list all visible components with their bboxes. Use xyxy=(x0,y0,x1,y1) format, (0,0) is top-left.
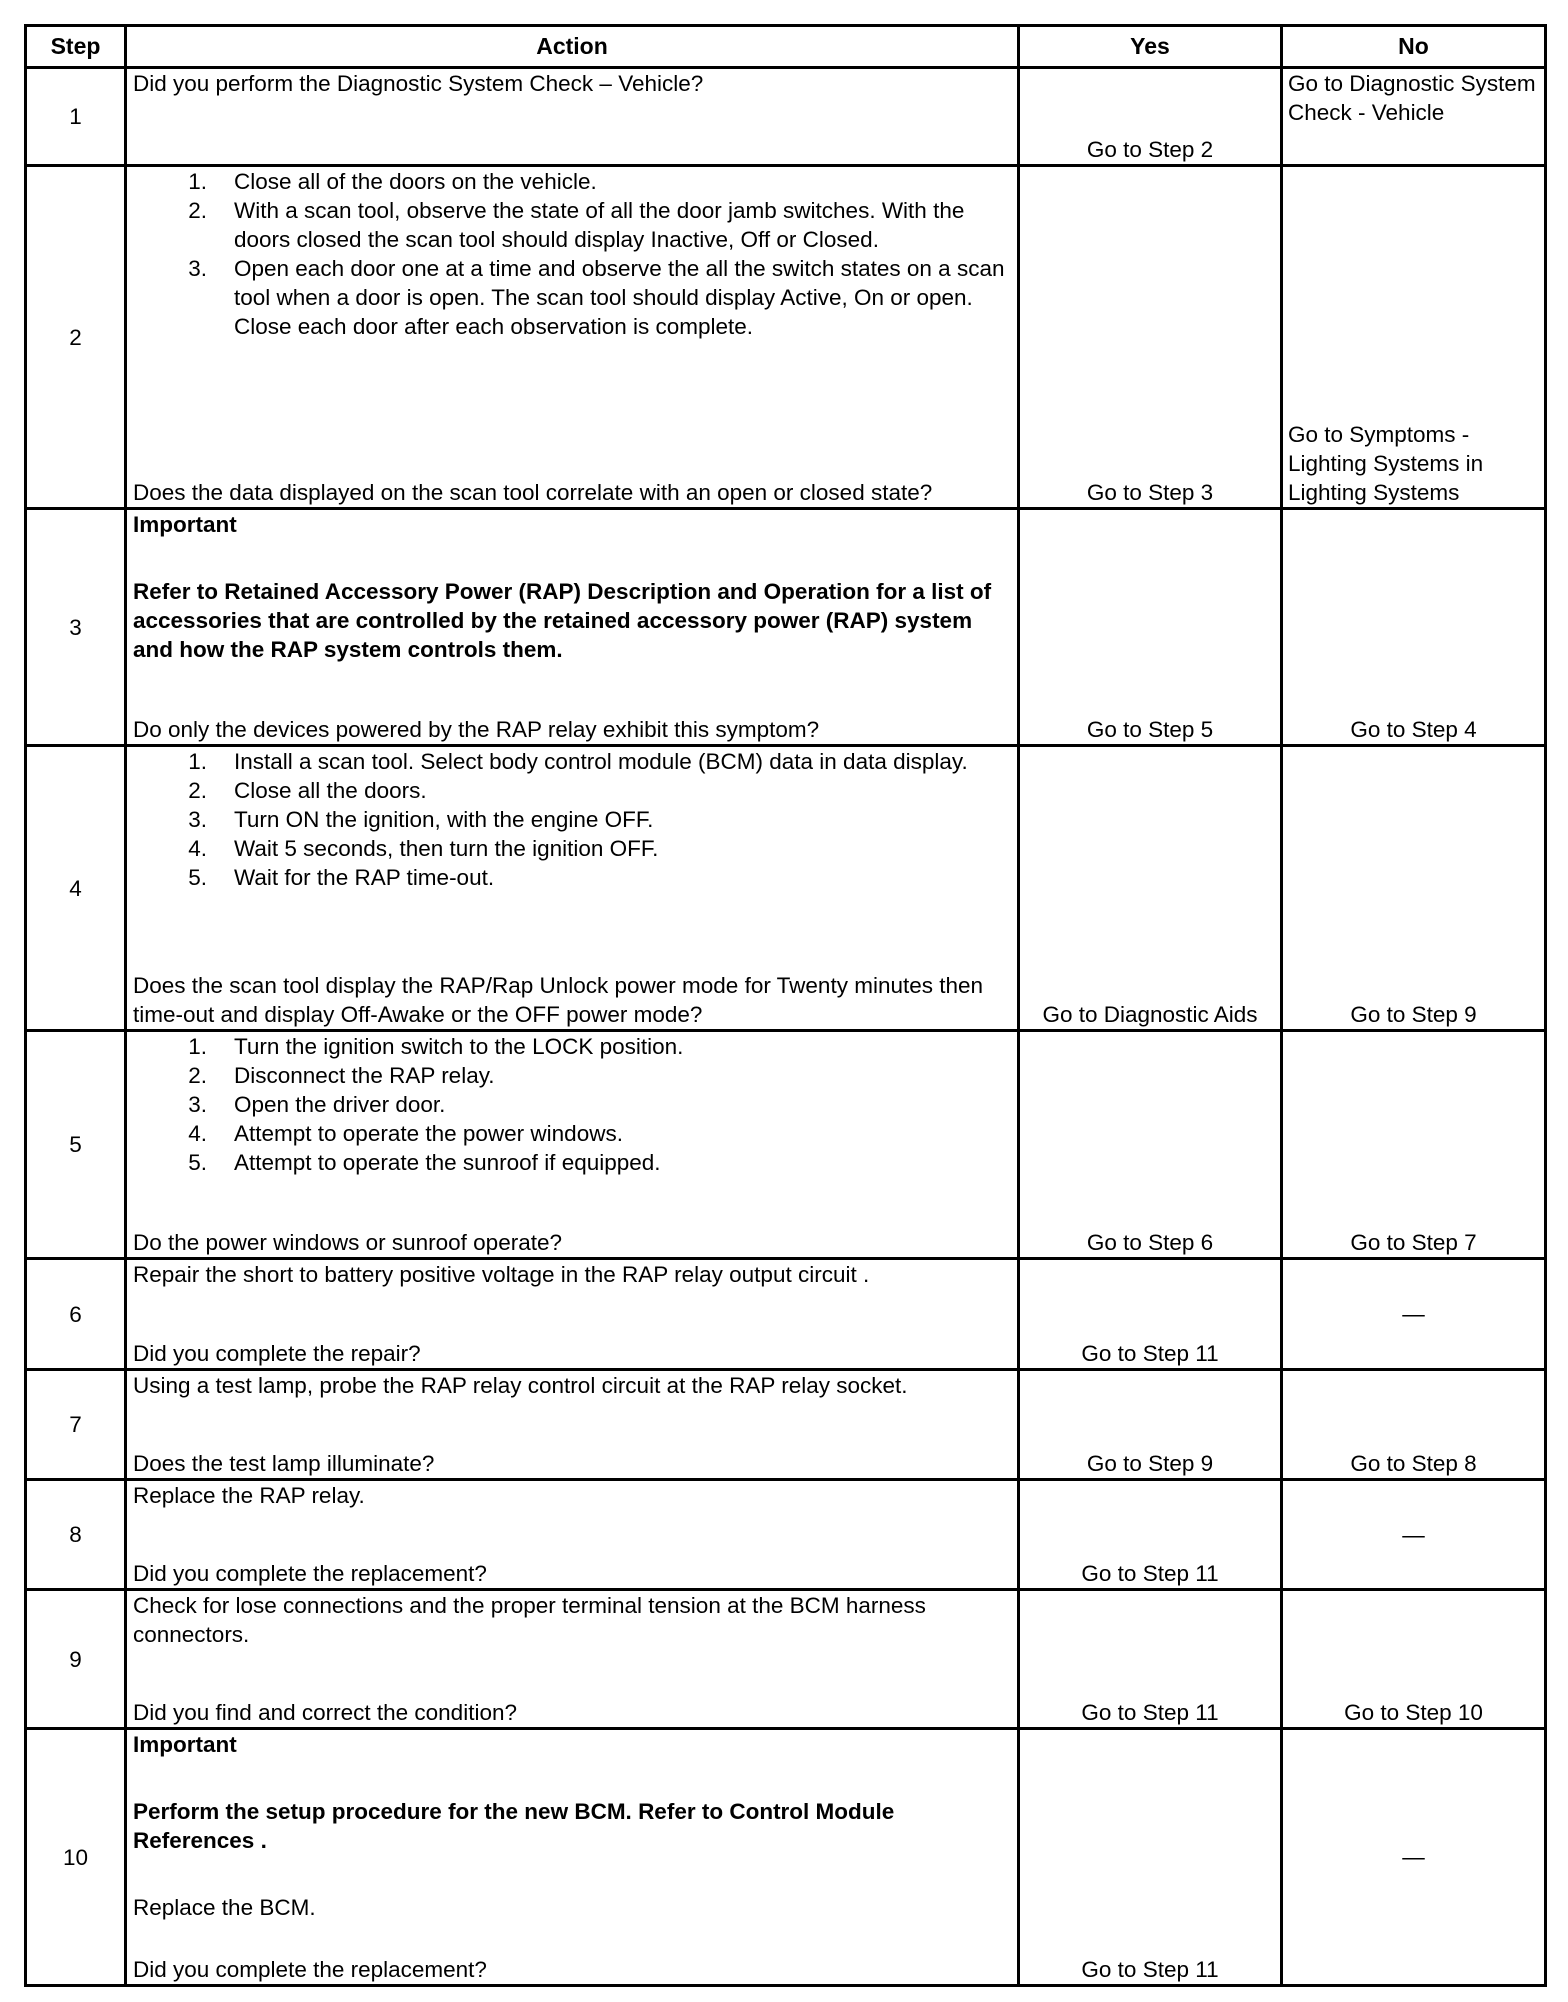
yes-cell xyxy=(1019,1259,1282,1370)
question-text: Does the scan tool display the RAP/Rap Unlock power mode for Twenty minutes then time-out and display Off-Awake or the OFF power mode? xyxy=(133,973,984,1027)
yes-link[interactable]: Go to Step 6 xyxy=(1086,1230,1214,1255)
no-link[interactable]: Go to Diagnostic System Check - Vehicle xyxy=(1288,71,1536,125)
table-row xyxy=(26,1370,1546,1480)
question-text: Did you complete the replacement? xyxy=(133,1561,487,1586)
action-cell xyxy=(126,1370,1019,1480)
no-link[interactable]: Go to Step 8 xyxy=(1350,1451,1477,1476)
action-cell xyxy=(126,68,1019,166)
question-text: Do only the devices powered by the RAP relay exhibit this symptom? xyxy=(133,717,820,742)
header-yes: Yes xyxy=(1019,26,1282,68)
question-text: Do the power windows or sunroof operate? xyxy=(133,1230,562,1255)
diagnostic-table xyxy=(24,24,1547,1987)
action-cell xyxy=(126,746,1019,1031)
yes-cell xyxy=(1019,1031,1282,1259)
yes-link[interactable]: Go to Step 2 xyxy=(1086,137,1214,162)
no-link[interactable]: Go to Symptoms - Lighting Systems in Lighting Systems xyxy=(1288,422,1484,505)
yes-link[interactable]: Go to Step 11 xyxy=(1081,1341,1219,1366)
table-row xyxy=(26,68,1546,166)
question-text: Does the data displayed on the scan tool correlate with an open or closed state? xyxy=(133,480,933,505)
no-dash: — xyxy=(1402,1844,1425,1870)
step-number: 10 xyxy=(26,1729,126,1986)
yes-link[interactable]: Go to Diagnostic Aids xyxy=(1042,1002,1258,1027)
step-number: 7 xyxy=(26,1370,126,1480)
list-item: 2. With a scan tool, observe the state of all the door jamb switches. With the doors closed the scan tool should display Inactive, Off or Closed. xyxy=(188,198,965,252)
procedure-list xyxy=(133,1032,1009,1177)
no-cell xyxy=(1282,1590,1546,1729)
table-row xyxy=(26,1729,1546,1986)
step-number: 3 xyxy=(26,509,126,746)
header-no: No xyxy=(1282,26,1546,68)
action-cell xyxy=(126,1259,1019,1370)
yes-link[interactable]: Go to Step 11 xyxy=(1081,1957,1219,1982)
important-label: Important xyxy=(133,1732,237,1757)
step-number: 8 xyxy=(26,1480,126,1590)
yes-link[interactable]: Go to Step 9 xyxy=(1086,1451,1214,1476)
important-text: Refer to Retained Accessory Power (RAP) Description and Operation for a list of accessories that are controlled by the retained accessory power (RAP) system and how the RAP system controls them. xyxy=(133,579,992,662)
list-item: 1. Turn the ignition switch to the LOCK position. xyxy=(188,1034,684,1059)
step-number: 5 xyxy=(26,1031,126,1259)
procedure-list xyxy=(133,747,1009,892)
step-number: 4 xyxy=(26,746,126,1031)
list-item: 3. Open each door one at a time and observe the all the switch states on a scan tool when a door is open. The scan tool should display Active, On or open. Close each door after each observation is complete. xyxy=(188,256,1005,339)
procedure-list xyxy=(133,167,1009,341)
no-link[interactable]: Go to Step 10 xyxy=(1344,1700,1483,1725)
table-row xyxy=(26,166,1546,509)
no-cell xyxy=(1282,1370,1546,1480)
yes-cell xyxy=(1019,1590,1282,1729)
yes-link[interactable]: Go to Step 3 xyxy=(1086,480,1214,505)
list-item: 1. Install a scan tool. Select body control module (BCM) data in data display. xyxy=(188,749,968,774)
yes-cell xyxy=(1019,1370,1282,1480)
no-dash: — xyxy=(1402,1301,1425,1327)
yes-cell xyxy=(1019,746,1282,1031)
header-action: Action xyxy=(126,26,1019,68)
action-cell xyxy=(126,1590,1019,1729)
yes-cell xyxy=(1019,68,1282,166)
yes-link[interactable]: Go to Step 5 xyxy=(1086,717,1214,742)
step-number: 6 xyxy=(26,1259,126,1370)
table-row xyxy=(26,1031,1546,1259)
header-row xyxy=(26,26,1546,68)
action-cell xyxy=(126,1031,1019,1259)
yes-link[interactable]: Go to Step 11 xyxy=(1081,1700,1219,1725)
list-item: 5. Wait for the RAP time-out. xyxy=(188,865,495,890)
table-row xyxy=(26,746,1546,1031)
yes-cell xyxy=(1019,166,1282,509)
no-dash: — xyxy=(1402,1522,1425,1547)
list-item: 4. Wait 5 seconds, then turn the ignition OFF. xyxy=(188,836,659,861)
table-row xyxy=(26,1590,1546,1729)
no-cell xyxy=(1282,68,1546,166)
yes-cell xyxy=(1019,509,1282,746)
action-cell xyxy=(126,509,1019,746)
action-cell xyxy=(126,1480,1019,1590)
question-text: Does the test lamp illuminate? xyxy=(133,1451,435,1476)
instruction-text: Using a test lamp, probe the RAP relay control circuit at the RAP relay socket. xyxy=(133,1373,908,1398)
table-row xyxy=(26,1259,1546,1370)
instruction-text: Replace the RAP relay. xyxy=(133,1483,365,1508)
no-cell xyxy=(1282,1480,1546,1590)
no-link[interactable]: Go to Step 9 xyxy=(1350,1002,1477,1027)
no-cell xyxy=(1282,1031,1546,1259)
list-item: 1. Close all of the doors on the vehicle. xyxy=(188,169,597,194)
no-cell xyxy=(1282,746,1546,1031)
important-label: Important xyxy=(133,512,237,537)
action-cell xyxy=(126,1729,1019,1986)
list-item: 2. Disconnect the RAP relay. xyxy=(188,1063,495,1088)
yes-cell xyxy=(1019,1480,1282,1590)
question-text: Did you complete the repair? xyxy=(133,1341,421,1366)
table-row xyxy=(26,1480,1546,1590)
table-row xyxy=(26,509,1546,746)
step-number: 1 xyxy=(26,68,126,166)
question-text: Did you perform the Diagnostic System Check – Vehicle? xyxy=(133,71,704,96)
list-item: 3. Open the driver door. xyxy=(188,1092,446,1117)
step-number: 2 xyxy=(26,166,126,509)
no-link[interactable]: Go to Step 7 xyxy=(1350,1230,1477,1255)
important-text: Perform the setup procedure for the new BCM. Refer to Control Module References . xyxy=(133,1799,895,1853)
instruction-text: Repair the short to battery positive voltage in the RAP relay output circuit . xyxy=(133,1262,870,1287)
yes-link[interactable]: Go to Step 11 xyxy=(1081,1561,1219,1586)
no-cell xyxy=(1282,1259,1546,1370)
yes-cell xyxy=(1019,1729,1282,1986)
list-item: 3. Turn ON the ignition, with the engine OFF. xyxy=(188,807,654,832)
instruction-text: Replace the BCM. xyxy=(133,1895,316,1920)
instruction-text: Check for lose connections and the proper terminal tension at the BCM harness connectors. xyxy=(133,1593,926,1647)
list-item: 2. Close all the doors. xyxy=(188,778,427,803)
header-step: Step xyxy=(26,26,126,68)
question-text: Did you complete the replacement? xyxy=(133,1957,487,1982)
no-cell xyxy=(1282,166,1546,509)
no-link[interactable]: Go to Step 4 xyxy=(1350,717,1477,742)
action-cell xyxy=(126,166,1019,509)
list-item: 5. Attempt to operate the sunroof if equipped. xyxy=(188,1150,661,1175)
list-item: 4. Attempt to operate the power windows. xyxy=(188,1121,623,1146)
no-cell xyxy=(1282,1729,1546,1986)
question-text: Did you find and correct the condition? xyxy=(133,1700,517,1725)
no-cell xyxy=(1282,509,1546,746)
step-number: 9 xyxy=(26,1590,126,1729)
